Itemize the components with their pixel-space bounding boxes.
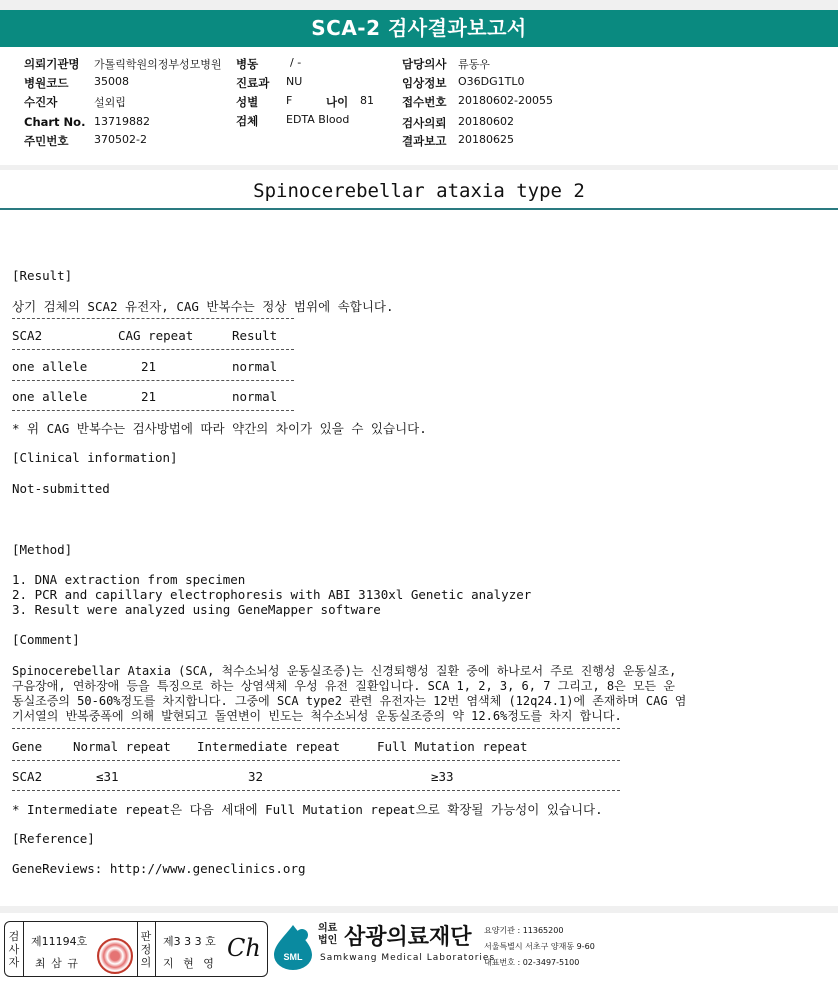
- value-report-date: 20180625: [458, 133, 514, 146]
- sml-logo-icon: [272, 923, 314, 971]
- divider: [23, 922, 24, 976]
- corp-prefix-2: 법인: [318, 935, 338, 946]
- value-age: 81: [360, 94, 374, 107]
- label-specimen: 검체: [236, 114, 259, 128]
- label-ward: 병동: [236, 57, 259, 71]
- inspector-label: 검사자: [8, 930, 20, 969]
- logo-text: SML: [283, 952, 303, 962]
- comment-line-1: Spinocerebellar Ataxia (SCA, 척수소뇌성 운동실조증)는 신경퇴행성 질환 중에 하나로서 주로 진행성 운동실조,: [12, 664, 677, 678]
- value-resident-no: 370502-2: [94, 133, 147, 146]
- comment-heading: [Comment]: [12, 632, 80, 647]
- result-row-2-result: normal: [232, 389, 278, 404]
- report-body: [0, 210, 838, 906]
- corp-address: 서울특별시 서초구 양재동 9-60: [484, 942, 595, 951]
- reviewer-license-no: 제3 3 3 호: [163, 935, 216, 948]
- divider: [12, 349, 294, 350]
- label-accession-no: 접수번호: [402, 95, 447, 109]
- clinical-heading: [Clinical information]: [12, 450, 178, 465]
- divider: [12, 790, 620, 791]
- result-col-cag: CAG repeat: [118, 328, 194, 343]
- corp-phone: 대표번호 : 02-3497-5100: [484, 958, 580, 967]
- report-header: [0, 10, 838, 47]
- label-patient: 수진자: [24, 95, 58, 109]
- result-summary: 상기 검체의 SCA2 유전자, CAG 반복수는 정상 범위에 속합니다.: [12, 299, 394, 314]
- method-heading: [Method]: [12, 542, 73, 557]
- value-ward: / -: [290, 56, 302, 69]
- value-requesting-institution: 가톨릭학원의정부성모병원: [94, 58, 222, 71]
- patient-info: [0, 47, 838, 165]
- value-clinical-info: O36DG1TL0: [458, 75, 525, 88]
- divider: [12, 760, 620, 761]
- report-header-title: SCA-2 검사결과보고서: [311, 16, 527, 40]
- reviewer-name: 지 현 영: [163, 957, 217, 970]
- divider: [155, 922, 156, 976]
- report-title: Spinocerebellar ataxia type 2: [253, 180, 585, 202]
- label-hospital-code: 병원코드: [24, 76, 69, 90]
- comment-row-intermediate: 32: [248, 769, 264, 784]
- comment-col-normal: Normal repeat: [73, 739, 171, 754]
- corp-name: 삼광의료재단: [344, 925, 472, 950]
- label-sex: 성별: [236, 95, 259, 109]
- divider: [12, 380, 294, 381]
- comment-line-2: 구음장애, 연하장애 등을 특징으로 하는 상염색체 우성 유전 질환입니다. SCA 1, 2, 3, 6, 7 그리고, 8은 모든 운: [12, 679, 675, 693]
- divider: [137, 922, 138, 976]
- signature-box: [4, 921, 268, 977]
- label-physician: 담당의사: [402, 57, 447, 71]
- comment-col-gene: Gene: [12, 739, 43, 754]
- label-department: 진료과: [236, 76, 270, 90]
- value-hospital-code: 35008: [94, 75, 129, 88]
- label-resident-no: 주민번호: [24, 134, 69, 148]
- seal-stamp: [97, 938, 133, 974]
- result-note: * 위 CAG 반복수는 검사방법에 따라 약간의 차이가 있을 수 있습니다.: [12, 421, 427, 436]
- label-request-date: 검사의뢰: [402, 116, 447, 130]
- comment-note: * Intermediate repeat은 다음 세대에 Full Mutation repeat으로 확장될 가능성이 있습니다.: [12, 802, 603, 817]
- method-item-1: 1. DNA extraction from specimen: [12, 572, 246, 587]
- result-heading: [Result]: [12, 268, 73, 283]
- comment-col-intermediate: Intermediate repeat: [197, 739, 340, 754]
- comment-row-full: ≥33: [431, 769, 454, 784]
- reference-text: GeneReviews: http://www.geneclinics.org: [12, 861, 306, 876]
- result-row-1-repeat: 21: [141, 359, 157, 374]
- corp-type-label: [318, 923, 337, 947]
- label-age: 나이: [326, 95, 349, 109]
- value-physician: 류동우: [458, 58, 490, 71]
- method-item-2: 2. PCR and capillary electrophoresis with ABI 3130xl Genetic analyzer: [12, 587, 532, 602]
- result-row-2-repeat: 21: [141, 389, 157, 404]
- corp-english-name: Samkwang Medical Laboratories: [320, 953, 496, 963]
- inspector-name: 최 삼 규: [35, 957, 79, 970]
- comment-line-3: 동실조증의 50-60%정도를 차지합니다. 그중에 SCA type2 관련 유전자는 12번 염색체 (12q24.1)에 존재하며 CAG 염: [12, 694, 687, 708]
- comment-row-gene: SCA2: [12, 769, 43, 784]
- value-accession-no: 20180602-20055: [458, 94, 553, 107]
- result-col-gene: SCA2: [12, 328, 43, 343]
- value-patient: 설외립: [94, 96, 126, 109]
- report-title-band: [0, 170, 838, 210]
- result-row-2-allele: one allele: [12, 389, 88, 404]
- value-chart-no: 13719882: [94, 115, 150, 128]
- divider: [12, 410, 294, 411]
- comment-line-4: 기서열의 반복중폭에 의해 발현되고 돌연변이 빈도는 척수소뇌성 운동실조증의 약 12.6%정도를 차지 합니다.: [12, 709, 622, 723]
- reviewer-label: 판정의: [140, 930, 152, 969]
- result-row-1-result: normal: [232, 359, 278, 374]
- signature-scribble: Ch: [227, 934, 261, 962]
- label-chart-no: Chart No.: [24, 115, 86, 129]
- value-sex: F: [286, 94, 293, 107]
- agency-number: 요양기관 : 11365200: [484, 926, 564, 935]
- value-request-date: 20180602: [458, 115, 514, 128]
- label-requesting-institution: 의뢰기관명: [24, 57, 80, 71]
- report-footer: [0, 913, 838, 986]
- value-department: NU: [286, 75, 303, 88]
- result-col-result: Result: [232, 328, 278, 343]
- label-clinical-info: 임상정보: [402, 76, 447, 90]
- method-item-3: 3. Result were analyzed using GeneMapper software: [12, 602, 381, 617]
- comment-col-full: Full Mutation repeat: [377, 739, 528, 754]
- corp-prefix-1: 의료: [318, 923, 338, 934]
- value-specimen: EDTA Blood: [286, 113, 350, 126]
- divider: [12, 728, 620, 729]
- comment-row-normal: ≤31: [96, 769, 119, 784]
- label-report-date: 결과보고: [402, 134, 447, 148]
- inspector-license-no: 제11194호: [31, 935, 88, 948]
- clinical-text: Not-submitted: [12, 481, 110, 496]
- reference-heading: [Reference]: [12, 831, 95, 846]
- divider: [12, 318, 294, 319]
- result-row-1-allele: one allele: [12, 359, 88, 374]
